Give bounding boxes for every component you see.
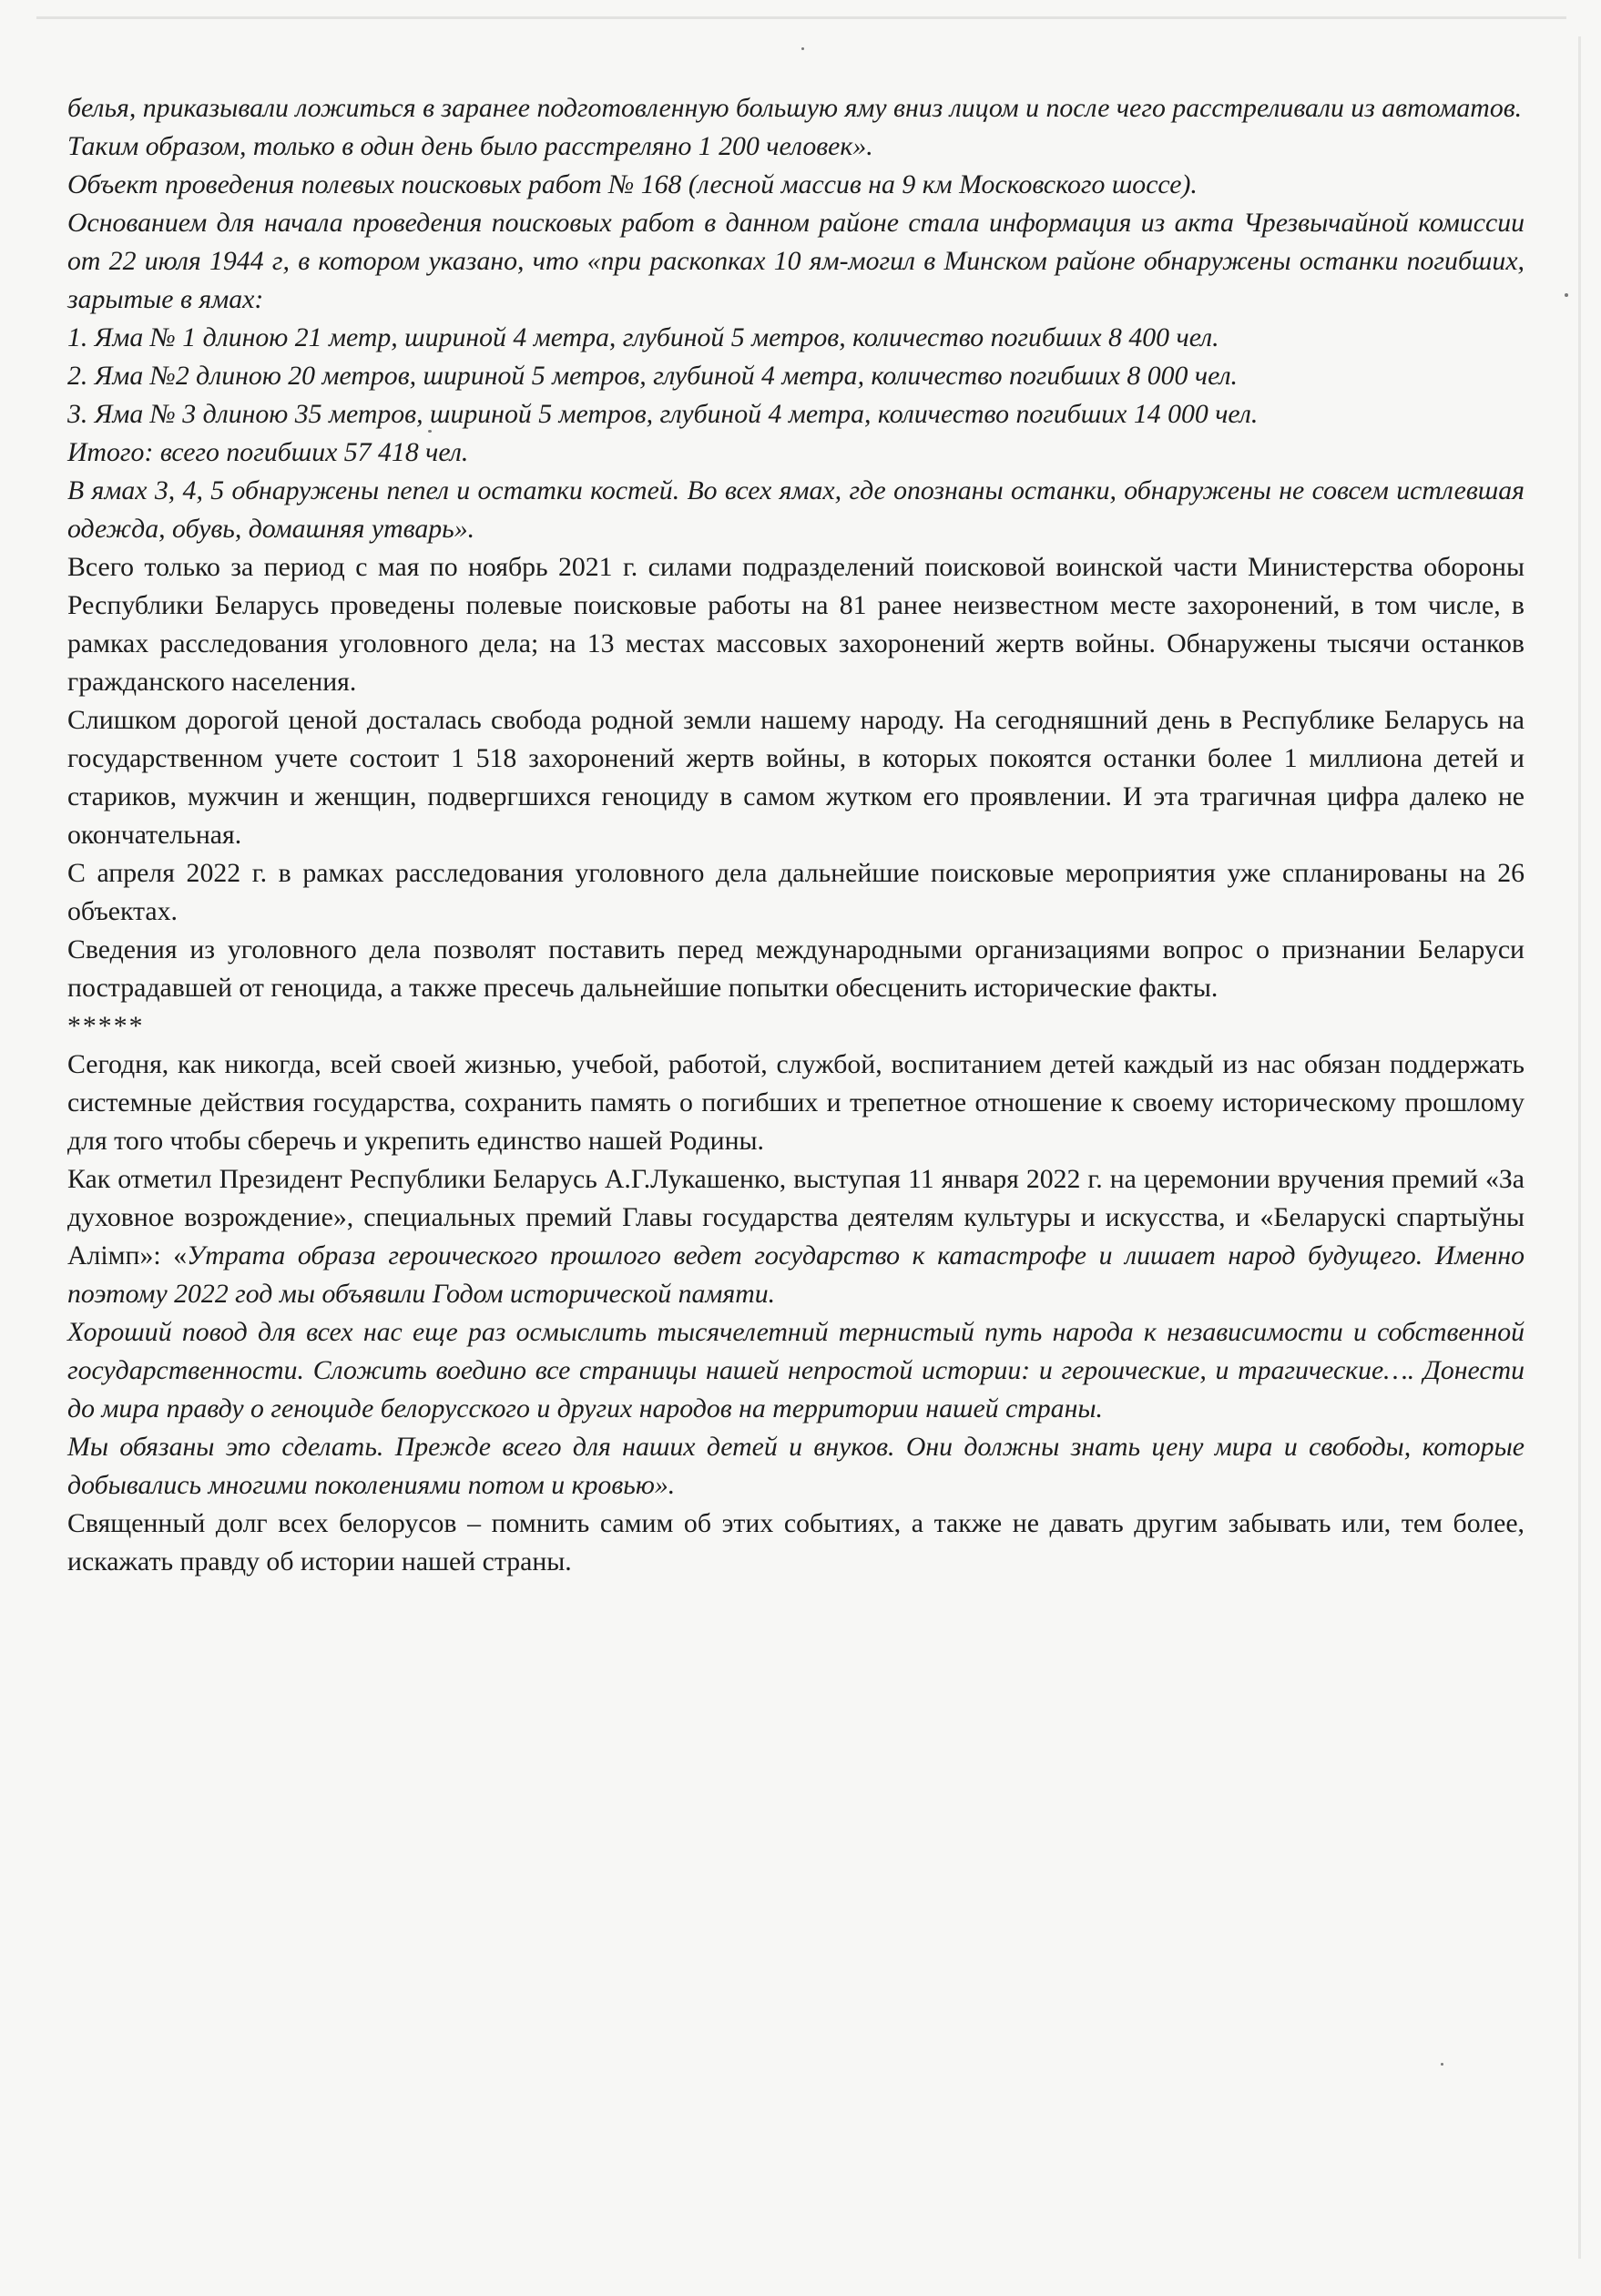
paragraph-execution-count: Таким образом, только в один день было расстреляно 1 200 человек». (67, 131, 873, 161)
quote-italic-part: Утрата образа героического прошлого ведет государство к катастрофе и лишает народ будущего. Именно поэтому 2022 год мы объявили Годом исторической памяти. (67, 1240, 1525, 1309)
scan-edge-right (1578, 36, 1581, 2259)
document-body (67, 89, 1525, 1581)
scan-speck (1441, 2063, 1443, 2066)
scan-speck (801, 47, 804, 50)
paragraph-search-object: Объект проведения полевых поисковых работ № 168 (лесной массив на 9 км Московского шоссе). (67, 169, 1198, 199)
quote-intro: Как отметил Президент Республики Беларусь А.Г.Лукашенко, выступая 11 января 2022 г. на церемонии вручения премий «За духовное возрождение», специальных премий Главы государства деятелям культуры и искусства, и «Беларускі спартыўны Алімп»: « (67, 1164, 1525, 1270)
paragraph-quote-ending: Мы обязаны это сделать. Прежде всего для наших детей и внуков. Они должны знать цену мира и свободы, которые добывались многими поколениями потом и кровью». (67, 1432, 1525, 1500)
paragraph-president-quote (67, 1160, 1525, 1313)
section-separator: ***** (67, 1011, 145, 1041)
paragraph-total: Итого: всего погибших 57 418 чел. (67, 437, 469, 467)
scan-edge-top (36, 16, 1566, 19)
list-item-pit-3: 3. Яма № 3 длиною 35 метров, шириной 5 метров, глубиной 4 метра, количество погибших 14 000 чел. (67, 399, 1259, 429)
paragraph-duty-today: Сегодня, как никогда, всей своей жизнью, учебой, работой, службой, воспитанием детей каждый из нас обязан поддержать системные действия государства, сохранить память о погибших и трепетное отношение к своему историческому прошлому для того чтобы сберечь и укрепить единство нашей Родины. (67, 1049, 1525, 1156)
paragraph-search-results-2021: Всего только за период с мая по ноябрь 2021 г. силами подразделений поисковой воинской части Министерства обороны Республики Беларусь проведены полевые поисковые работы на 81 ранее неизвестном месте захоронений, в том числе, в рамках расследования уголовного дела; на 13 местах массовых захоронений жертв войны. Обнаружены тысячи останков гражданского населения. (67, 552, 1525, 697)
paragraph-quote-continuation: Хороший повод для всех нас еще раз осмыслить тысячелетний тернистый путь народа к независимости и собственной государственности. Сложить воедино все страницы нашей непростой истории: и героические, и трагические…. Донести до мира правду о геноциде белорусского и других народов на территории нашей страны. (67, 1317, 1525, 1424)
list-item-pit-1: 1. Яма № 1 длиною 21 метр, шириной 4 метра, глубиной 5 метров, количество погибших 8 400 чел. (67, 322, 1219, 352)
scan-speck (1565, 293, 1568, 297)
paragraph-planned-search-2022: С апреля 2022 г. в рамках расследования уголовного дела дальнейшие поисковые мероприятия уже спланированы на 26 объектах. (67, 858, 1525, 926)
paragraph-burials-registry: Слишком дорогой ценой досталась свобода родной земли нашему народу. На сегодняшний день в Республике Беларусь на государственном учете состоит 1 518 захоронений жертв войны, в которых покоятся останки более 1 миллиона детей и стариков, мужчин и женщин, подвергшихся геноциду в самом жутком его проявлении. И эта трагичная цифра далеко не окончательная. (67, 705, 1525, 850)
paragraph-pit-findings: В ямах 3, 4, 5 обнаружены пепел и остатки костей. Во всех ямах, где опознаны останки, обнаружены не совсем истлевшая одежда, обувь, домашняя утварь». (67, 475, 1525, 544)
paragraph-commission-act: Основанием для начала проведения поисковых работ в данном районе стала информация из акта Чрезвычайной комиссии от 22 июля 1944 г, в котором указано, что «при раскопках 10 ям-могил в Минском районе обнаружены останки погибших, зарытые в ямах: (67, 208, 1525, 314)
paragraph-sacred-duty: Священный долг всех белорусов – помнить самим об этих событиях, а также не давать другим забывать или, тем более, искажать правду об истории нашей страны. (67, 1508, 1525, 1577)
paragraph-criminal-case: Сведения из уголовного дела позволят поставить перед международными организациями вопрос о признании Беларуси пострадавшей от геноцида, а также пресечь дальнейшие попытки обесценить исторические факты. (67, 934, 1525, 1003)
list-item-pit-2: 2. Яма №2 длиною 20 метров, шириной 5 метров, глубиной 4 метра, количество погибших 8 000 чел. (67, 361, 1239, 391)
paragraph-execution-description: белья, приказывали ложиться в заранее подготовленную большую яму вниз лицом и после чего расстреливали из автоматов. (67, 93, 1523, 123)
